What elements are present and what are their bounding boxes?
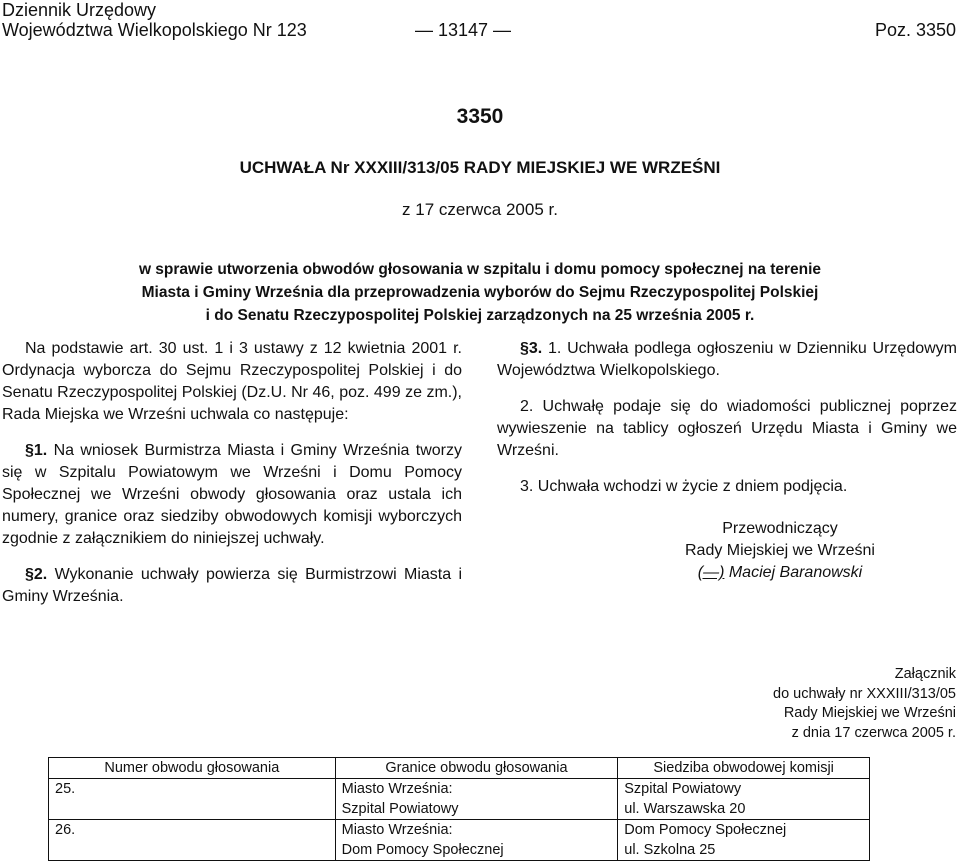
act-title: UCHWAŁA Nr XXXIII/313/05 RADY MIEJSKIEJ WE WRZEŚNI [239, 158, 721, 177]
district-boundary [335, 779, 618, 820]
paragraph-2 [2, 564, 462, 608]
table-row [49, 820, 870, 861]
journal-header [2, 0, 307, 40]
act-number: 3350 [456, 105, 504, 128]
page-number: — 13147 — [415, 20, 512, 40]
paragraph-label: §2. [25, 566, 48, 583]
cell-line: ul. Warszawska 20 [624, 801, 746, 817]
annex-date: z dnia 17 czerwca 2005 r. [791, 724, 956, 741]
paragraph-3 [497, 338, 957, 382]
annex-council: Rady Miejskiej we Wrześni [783, 705, 956, 721]
cell-line: Szpital Powiatowy [341, 801, 459, 817]
cell-line: ul. Szkolna 25 [624, 842, 716, 858]
signature-name: Maciej Baranowski [724, 564, 863, 581]
paragraph-3-point-3: 3. Uchwała wchodzi w życie z dniem podjęcia. [520, 478, 848, 495]
signature-name-line [670, 562, 890, 584]
district-boundary [335, 820, 618, 861]
paragraph-text: Na wniosek Burmistrza Miasta i Gminy Września tworzy się w Szpitalu Powiatowym we Wrześni i Domu Pomocy Społecznej we Wrześni obwody głosowania oraz ustala ich numery, granice oraz siedziby obwodowych komisji wyborczych zgodnie z załącznikiem do niniejszej uchwały. [2, 442, 462, 547]
annex-title: Załącznik [894, 666, 956, 682]
journal-issue: Województwa Wielkopolskiego Nr 123 [2, 20, 307, 40]
cell-line: Miasto Września: [341, 781, 453, 797]
annex-heading [773, 665, 956, 743]
journal-name: Dziennik Urzędowy [2, 0, 157, 20]
table-row [49, 779, 870, 820]
position-number: Poz. 3350 [874, 20, 956, 40]
column-header: Numer obwodu głosowania [49, 758, 336, 779]
subject-line: i do Senatu Rzeczypospolitej Polskiej zarządzonych na 25 września 2005 r. [205, 307, 755, 324]
annex-reference: do uchwały nr XXXIII/313/05 [773, 685, 956, 702]
district-seat [618, 779, 870, 820]
cell-line: Dom Pomocy Społecznej [341, 842, 504, 858]
preamble: Na podstawie art. 30 ust. 1 i 3 ustawy z 12 kwietnia 2001 r. Ordynacja wyborcza do Sejmu Rzeczypospolitej Polskiej i do Senatu Rzeczypospolitej Polskiej (Dz.U. Nr 46, poz. 499 ze zm.), Rada Miejska we Wrześni uchwala co następuje: [2, 340, 462, 423]
left-column [2, 338, 462, 608]
cell-line: Miasto Września: [341, 822, 453, 838]
district-number: 26. [49, 820, 336, 861]
cell-line: Dom Pomocy Społecznej [624, 822, 787, 838]
column-header: Siedziba obwodowej komisji [618, 758, 870, 779]
paragraph-1 [2, 440, 462, 550]
signature-block [670, 518, 890, 584]
district-seat [618, 820, 870, 861]
district-number: 25. [49, 779, 336, 820]
act-date: z 17 czerwca 2005 r. [402, 200, 558, 219]
subject-line: Miasta i Gminy Września dla przeprowadzenia wyborów do Sejmu Rzeczypospolitej Polskiej [141, 284, 819, 301]
paragraph-label: §1. [25, 442, 48, 459]
districts-table [48, 757, 870, 861]
paragraph-label: §3. [520, 340, 543, 357]
table-header-row [49, 758, 870, 779]
paragraph-3-point-2: 2. Uchwałę podaje się do wiadomości publicznej poprzez wywieszenie na tablicy ogłoszeń Urzędu Miasta i Gminy we Wrześni. [497, 398, 957, 459]
act-subject [0, 258, 960, 327]
signature-role: Przewodniczący [722, 520, 838, 537]
column-header: Granice obwodu głosowania [335, 758, 618, 779]
cell-line: Szpital Powiatowy [624, 781, 742, 797]
signature-mark: (—) [697, 564, 725, 581]
paragraph-text: 1. Uchwała podlega ogłoszeniu w Dzienniku Urzędowym Województwa Wielkopolskiego. [497, 340, 957, 379]
signature-body: Rady Miejskiej we Wrześni [685, 542, 875, 559]
right-column [497, 338, 957, 498]
subject-line: w sprawie utworzenia obwodów głosowania w szpitalu i domu pomocy społecznej na terenie [138, 261, 822, 278]
paragraph-text: Wykonanie uchwały powierza się Burmistrzowi Miasta i Gminy Września. [2, 566, 462, 605]
